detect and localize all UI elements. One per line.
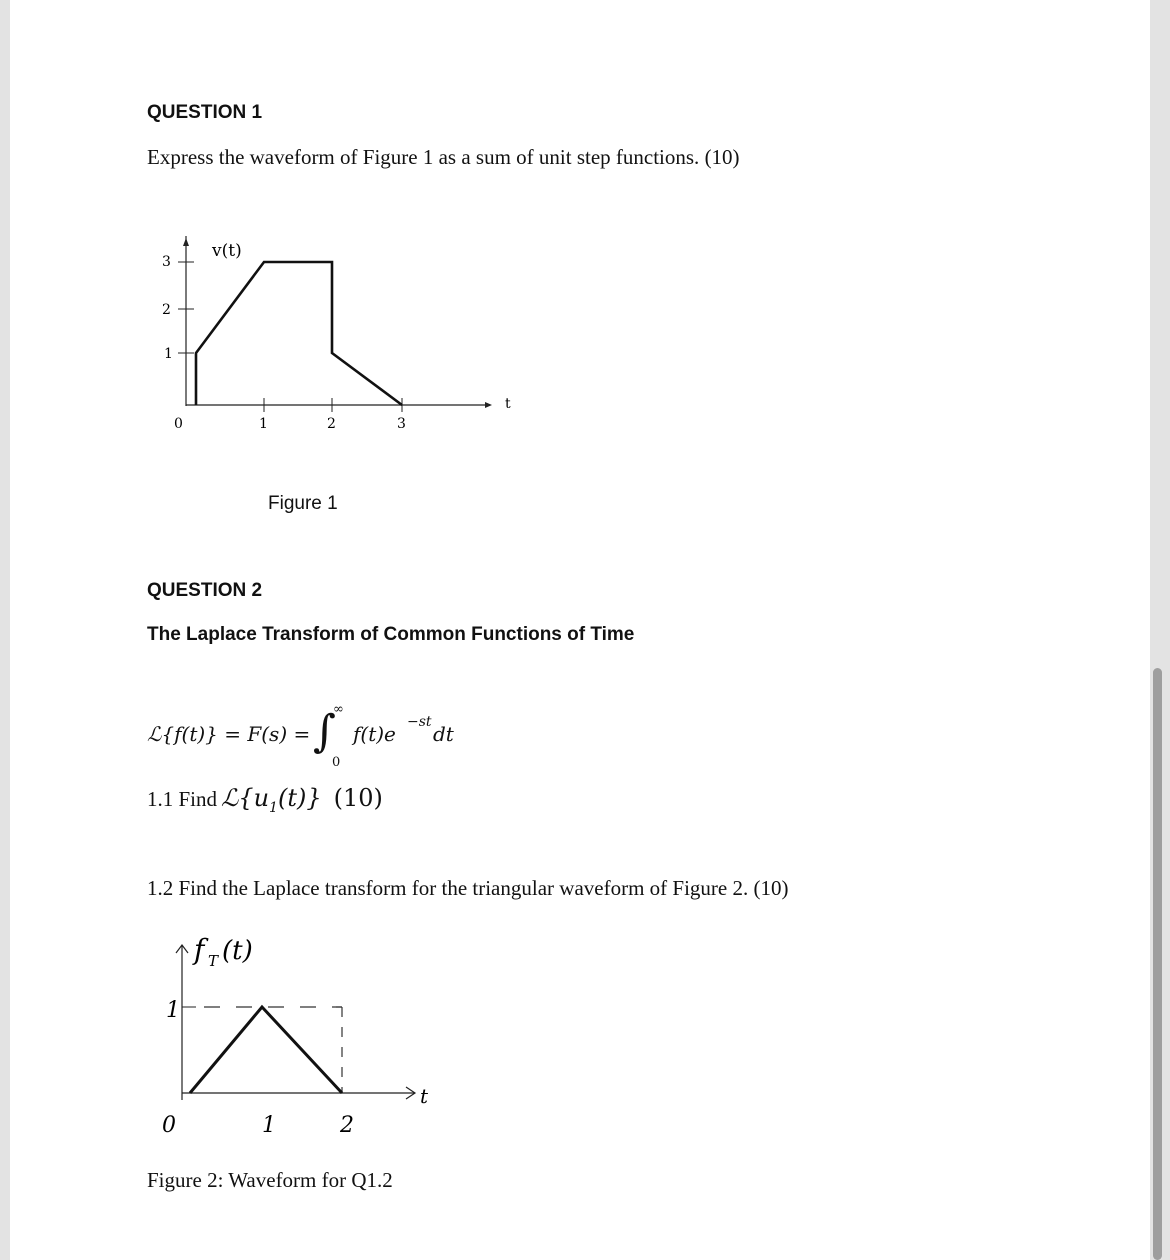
question-1-2-text: 1.2 Find the Laplace transform for the triangular waveform of Figure 2. (147, 876, 749, 900)
figure-2-y-label-subscript: T (208, 952, 219, 970)
figure-1-origin-label: 0 (174, 416, 183, 432)
figure-1-y-tick-label-3: 3 (162, 254, 171, 270)
question-1-2-marks: (10) (753, 876, 789, 900)
laplace-definition-formula (147, 700, 547, 770)
question-1-text: Express the waveform of Figure 1 as a sum of unit step functions. (147, 145, 700, 169)
figure-2-caption: Figure 2: Waveform for Q1.2 (147, 1168, 393, 1192)
figure-1-y-tick-label-2: 2 (162, 302, 171, 318)
question-1-prompt (147, 145, 740, 170)
figure-1-caption: Figure 1 (268, 493, 338, 514)
figure-2-x-tick-label-1: 1 (262, 1113, 276, 1138)
figure-2-signal-line (190, 1007, 342, 1093)
question-1-1 (147, 784, 383, 816)
figure-2-triangular-waveform (150, 925, 460, 1145)
figure-2-y-tick-label-1: 1 (166, 998, 180, 1023)
question-1-1-expr-b: (t)} (277, 784, 322, 812)
question-1-heading: QUESTION 1 (147, 102, 263, 123)
question-1-2 (147, 876, 788, 901)
figure-2-x-label: t (420, 1084, 429, 1108)
figure-1-y-tick-label-1: 1 (164, 346, 173, 362)
formula-exponent: −st (407, 714, 432, 730)
figure-1-waveform (140, 228, 530, 438)
question-1-1-subscript: 1 (269, 800, 278, 816)
question-1-marks: (10) (704, 145, 740, 169)
integral-sign-icon: ∫ (313, 706, 336, 757)
question-1-1-marks: (10) (333, 784, 383, 812)
question-1-1-text: 1.1 Find (147, 787, 218, 811)
figure-1-x-tick-label-1: 1 (259, 416, 268, 432)
question-1-1-expr-a: ℒ{u (221, 784, 270, 812)
figure-1-x-arrow (485, 402, 492, 408)
figure-1-y-label: v(t) (212, 241, 242, 261)
figure-2-origin-label: 0 (162, 1113, 176, 1138)
figure-1-x-label: t (505, 396, 511, 412)
question-2-heading: QUESTION 2 (147, 580, 263, 601)
figure-1-signal-line (196, 262, 402, 405)
formula-upper-limit: ∞ (333, 702, 344, 717)
figure-1-x-tick-label-2: 2 (327, 416, 336, 432)
figure-2-y-label-arg: (t) (222, 936, 253, 966)
figure-1-y-arrow (183, 238, 189, 246)
figure-2-y-label: f (194, 933, 205, 966)
formula-lhs: ℒ{f(t)} = F(s) = (147, 722, 311, 746)
question-2-subheading: The Laplace Transform of Common Functions of Time (147, 624, 635, 645)
figure-1-x-tick-label-3: 3 (397, 416, 406, 432)
vertical-scrollbar[interactable] (1153, 668, 1162, 1260)
formula-integrand: f(t)e (353, 722, 396, 746)
figure-2-x-tick-label-2: 2 (340, 1113, 354, 1138)
document-page (10, 0, 1150, 1260)
formula-differential: dt (433, 722, 454, 746)
formula-lower-limit: 0 (332, 755, 341, 770)
